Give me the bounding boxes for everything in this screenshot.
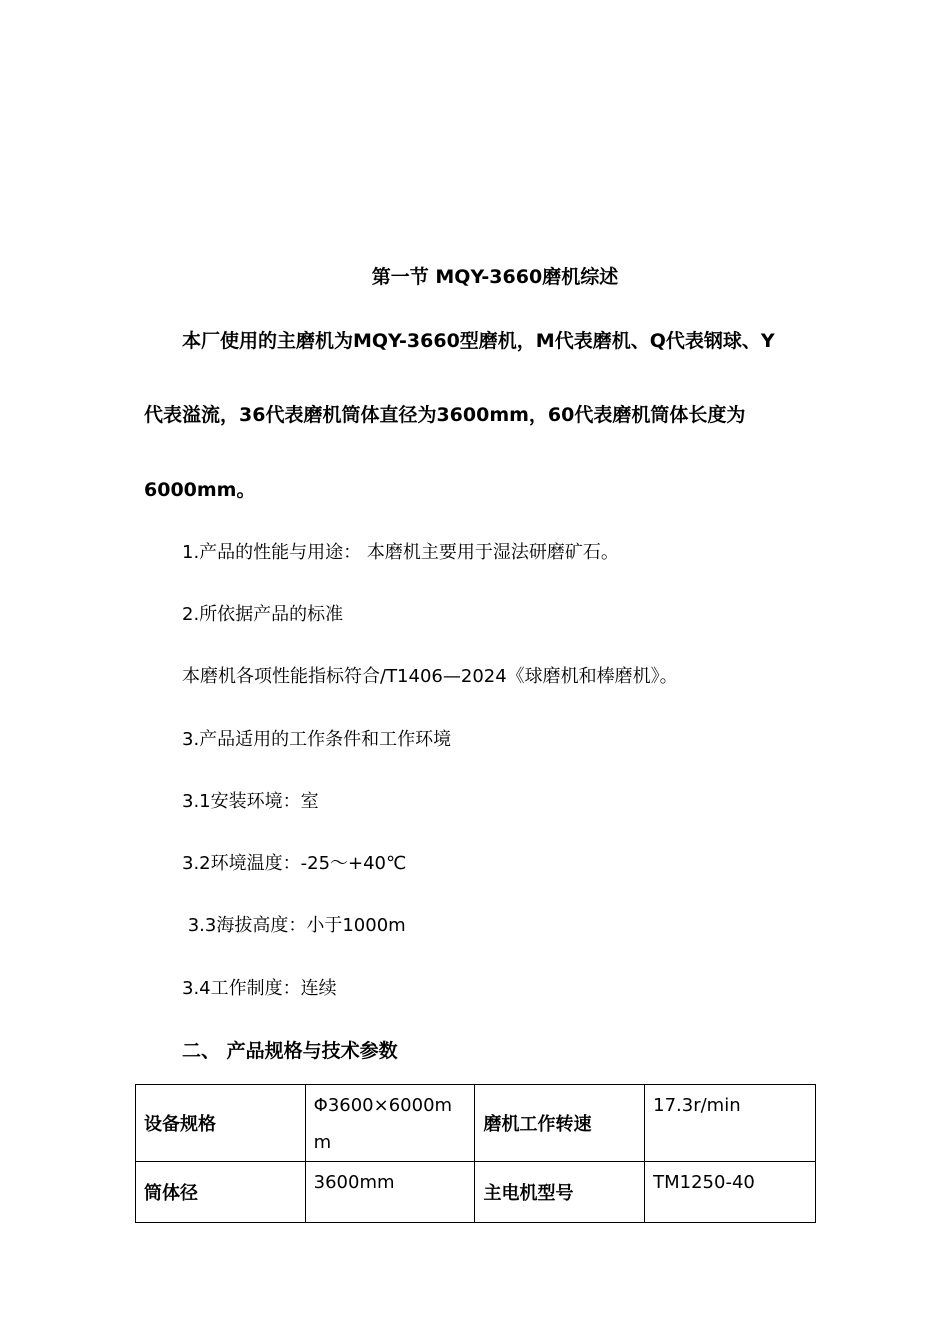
table-row [136, 1162, 816, 1223]
spec-table [135, 1084, 816, 1223]
table-cell-label: 主电机型号 [475, 1162, 645, 1223]
table-cell-label: 磨机工作转速 [475, 1085, 645, 1162]
item-work-regime: 3.4工作制度：连续 [182, 978, 337, 999]
item-conditions-heading: 3.产品适用的工作条件和工作环境 [182, 729, 452, 750]
table-cell-value: 3600mm [305, 1162, 475, 1223]
table-row [136, 1085, 816, 1162]
item-temperature: 3.2环境温度：-25～+40℃ [182, 853, 407, 874]
table-cell-value: Φ3600×6000mm [305, 1085, 475, 1162]
item-standard-text: 本磨机各项性能指标符合/T1406—2024《球磨机和棒磨机》。 [182, 666, 678, 687]
table-cell-label: 筒体径 [136, 1162, 306, 1223]
section2-title: 二、 产品规格与技术参数 [182, 1040, 398, 1062]
item-altitude: 3.3海拔高度：小于1000m [182, 915, 406, 936]
table-cell-label: 设备规格 [136, 1085, 306, 1162]
item-standard-heading: 2.所依据产品的标准 [182, 604, 344, 625]
section-title: 第一节 MQY-3660磨机综述 [371, 266, 619, 288]
intro-line-2: 代表溢流，36代表磨机筒体直径为3600mm，60代表磨机筒体长度为 [144, 404, 746, 426]
intro-line-1: 本厂使用的主磨机为MQY-3660型磨机，M代表磨机、Q代表钢球、Y [182, 330, 775, 352]
table-cell-value: TM1250-40 [645, 1162, 816, 1223]
item-usage: 1.产品的性能与用途： 本磨机主要用于湿法研磨矿石。 [182, 542, 619, 563]
table-cell-value: 17.3r/min [645, 1085, 816, 1162]
item-install-env: 3.1安装环境：室 [182, 791, 319, 812]
intro-line-3: 6000mm。 [144, 479, 256, 501]
